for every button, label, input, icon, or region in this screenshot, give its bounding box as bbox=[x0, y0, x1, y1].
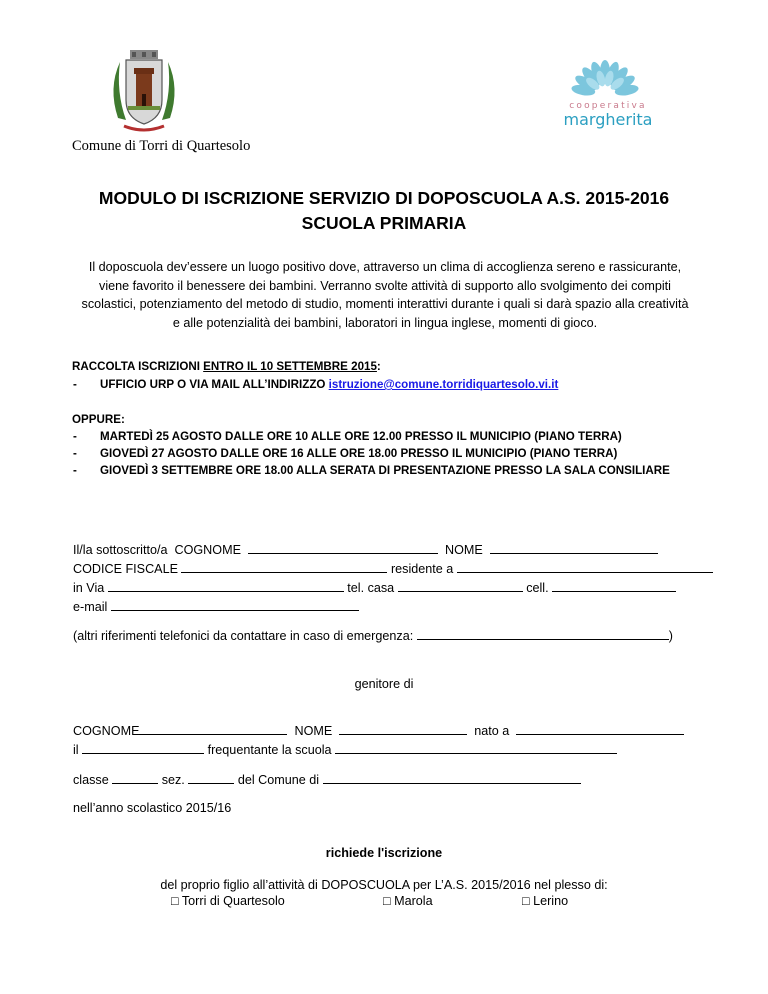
child-line-3: classe sez. del Comune di bbox=[73, 771, 697, 787]
school-field[interactable] bbox=[335, 741, 617, 754]
mobile-phone-field[interactable] bbox=[552, 579, 676, 592]
email-field[interactable] bbox=[111, 598, 359, 611]
parent-line-1: Il/la sottoscritto/a COGNOME NOME bbox=[73, 541, 697, 557]
raccolta-item: UFFICIO URP O VIA MAIL ALL’INDIRIZZO istruzione@comune.torridiquartesolo.vi.it bbox=[100, 378, 559, 391]
birthdate-field[interactable] bbox=[82, 741, 204, 754]
tax-code-field[interactable] bbox=[181, 560, 387, 573]
street-field[interactable] bbox=[108, 579, 344, 592]
oppure-item: GIOVEDÌ 27 AGOSTO DALLE ORE 16 ALLE ORE 18.00 PRESSO IL MUNICIPIO (PIANO TERRA) bbox=[100, 447, 618, 460]
list-dash: - bbox=[73, 430, 77, 443]
home-phone-field[interactable] bbox=[398, 579, 523, 592]
child-line-2: il frequentante la scuola bbox=[73, 741, 697, 757]
municipal-crest-logo bbox=[106, 48, 182, 136]
child-name-field[interactable] bbox=[339, 722, 467, 735]
parent-surname-field[interactable] bbox=[248, 541, 438, 554]
parent-name-field[interactable] bbox=[490, 541, 658, 554]
emergency-contacts-line: (altri riferimenti telefonici da contattare in caso di emergenza: ) bbox=[73, 629, 673, 643]
plesso-option-lerino[interactable]: □ Lerino bbox=[522, 894, 569, 908]
class-field[interactable] bbox=[112, 771, 158, 784]
list-dash: - bbox=[73, 378, 77, 391]
raccolta-heading: RACCOLTA ISCRIZIONI ENTRO IL 10 SETTEMBRE 2015: bbox=[72, 360, 381, 373]
oppure-item: GIOVEDÌ 3 SETTEMBRE ORE 18.00 ALLA SERATA DI PRESENTAZIONE PRESSO LA SALA CONSILIARE bbox=[100, 464, 670, 477]
parent-line-4: e-mail bbox=[73, 598, 697, 614]
municipality-field[interactable] bbox=[323, 771, 581, 784]
plesso-option-torri[interactable]: □ Torri di Quartesolo bbox=[171, 894, 285, 908]
list-dash: - bbox=[73, 447, 77, 460]
plesso-option-marola[interactable]: □ Marola bbox=[383, 894, 433, 908]
parent-line-2: CODICE FISCALE residente a bbox=[73, 560, 697, 576]
section-field[interactable] bbox=[188, 771, 234, 784]
logo-text-cooperativa: cooperativa bbox=[569, 101, 647, 111]
parent-line-3: in Via tel. casa cell. bbox=[73, 579, 697, 595]
residence-field[interactable] bbox=[457, 560, 713, 573]
document-title: MODULO DI ISCRIZIONE SERVIZIO DI DOPOSCUOLA A.S. 2015-2016 bbox=[98, 188, 670, 208]
birthplace-field[interactable] bbox=[516, 722, 684, 735]
list-dash: - bbox=[73, 464, 77, 477]
child-surname-field[interactable] bbox=[139, 722, 287, 735]
oppure-heading: OPPURE: bbox=[72, 413, 125, 426]
document-subtitle: SCUOLA PRIMARIA bbox=[301, 213, 467, 233]
emergency-phone-field[interactable] bbox=[417, 627, 669, 640]
email-link[interactable]: istruzione@comune.torridiquartesolo.vi.it bbox=[328, 378, 559, 391]
oppure-item: MARTEDÌ 25 AGOSTO DALLE ORE 10 ALLE ORE 12.00 PRESSO IL MUNICIPIO (PIANO TERRA) bbox=[100, 430, 622, 443]
child-line-1: COGNOME NOME nato a bbox=[73, 722, 697, 738]
genitore-label: genitore di bbox=[354, 677, 414, 691]
comune-name: Comune di Torri di Quartesolo bbox=[72, 138, 251, 154]
school-year-line: nell’anno scolastico 2015/16 bbox=[73, 801, 232, 815]
richiede-label: richiede l'iscrizione bbox=[325, 846, 443, 860]
request-text: del proprio figlio all’attività di DOPOSCUOLA per L’A.S. 2015/2016 nel plesso di: bbox=[160, 878, 608, 892]
logo-text-margherita: margherita bbox=[563, 110, 653, 129]
intro-paragraph: Il doposcuola dev’essere un luogo positivo dove, attraverso un clima di accoglienza sereno e rassicurante, viene favorito il benessere dei bambini. Verranno svolte attività di supporto allo svolgimento dei compiti scolastici, potenziamento del metodo di studio, momenti interattivi durante i quali si darà spazio alla creatività e alle potenzialità dei bambini, laboratori in lingua inglese, momenti di gioco. bbox=[81, 260, 689, 330]
